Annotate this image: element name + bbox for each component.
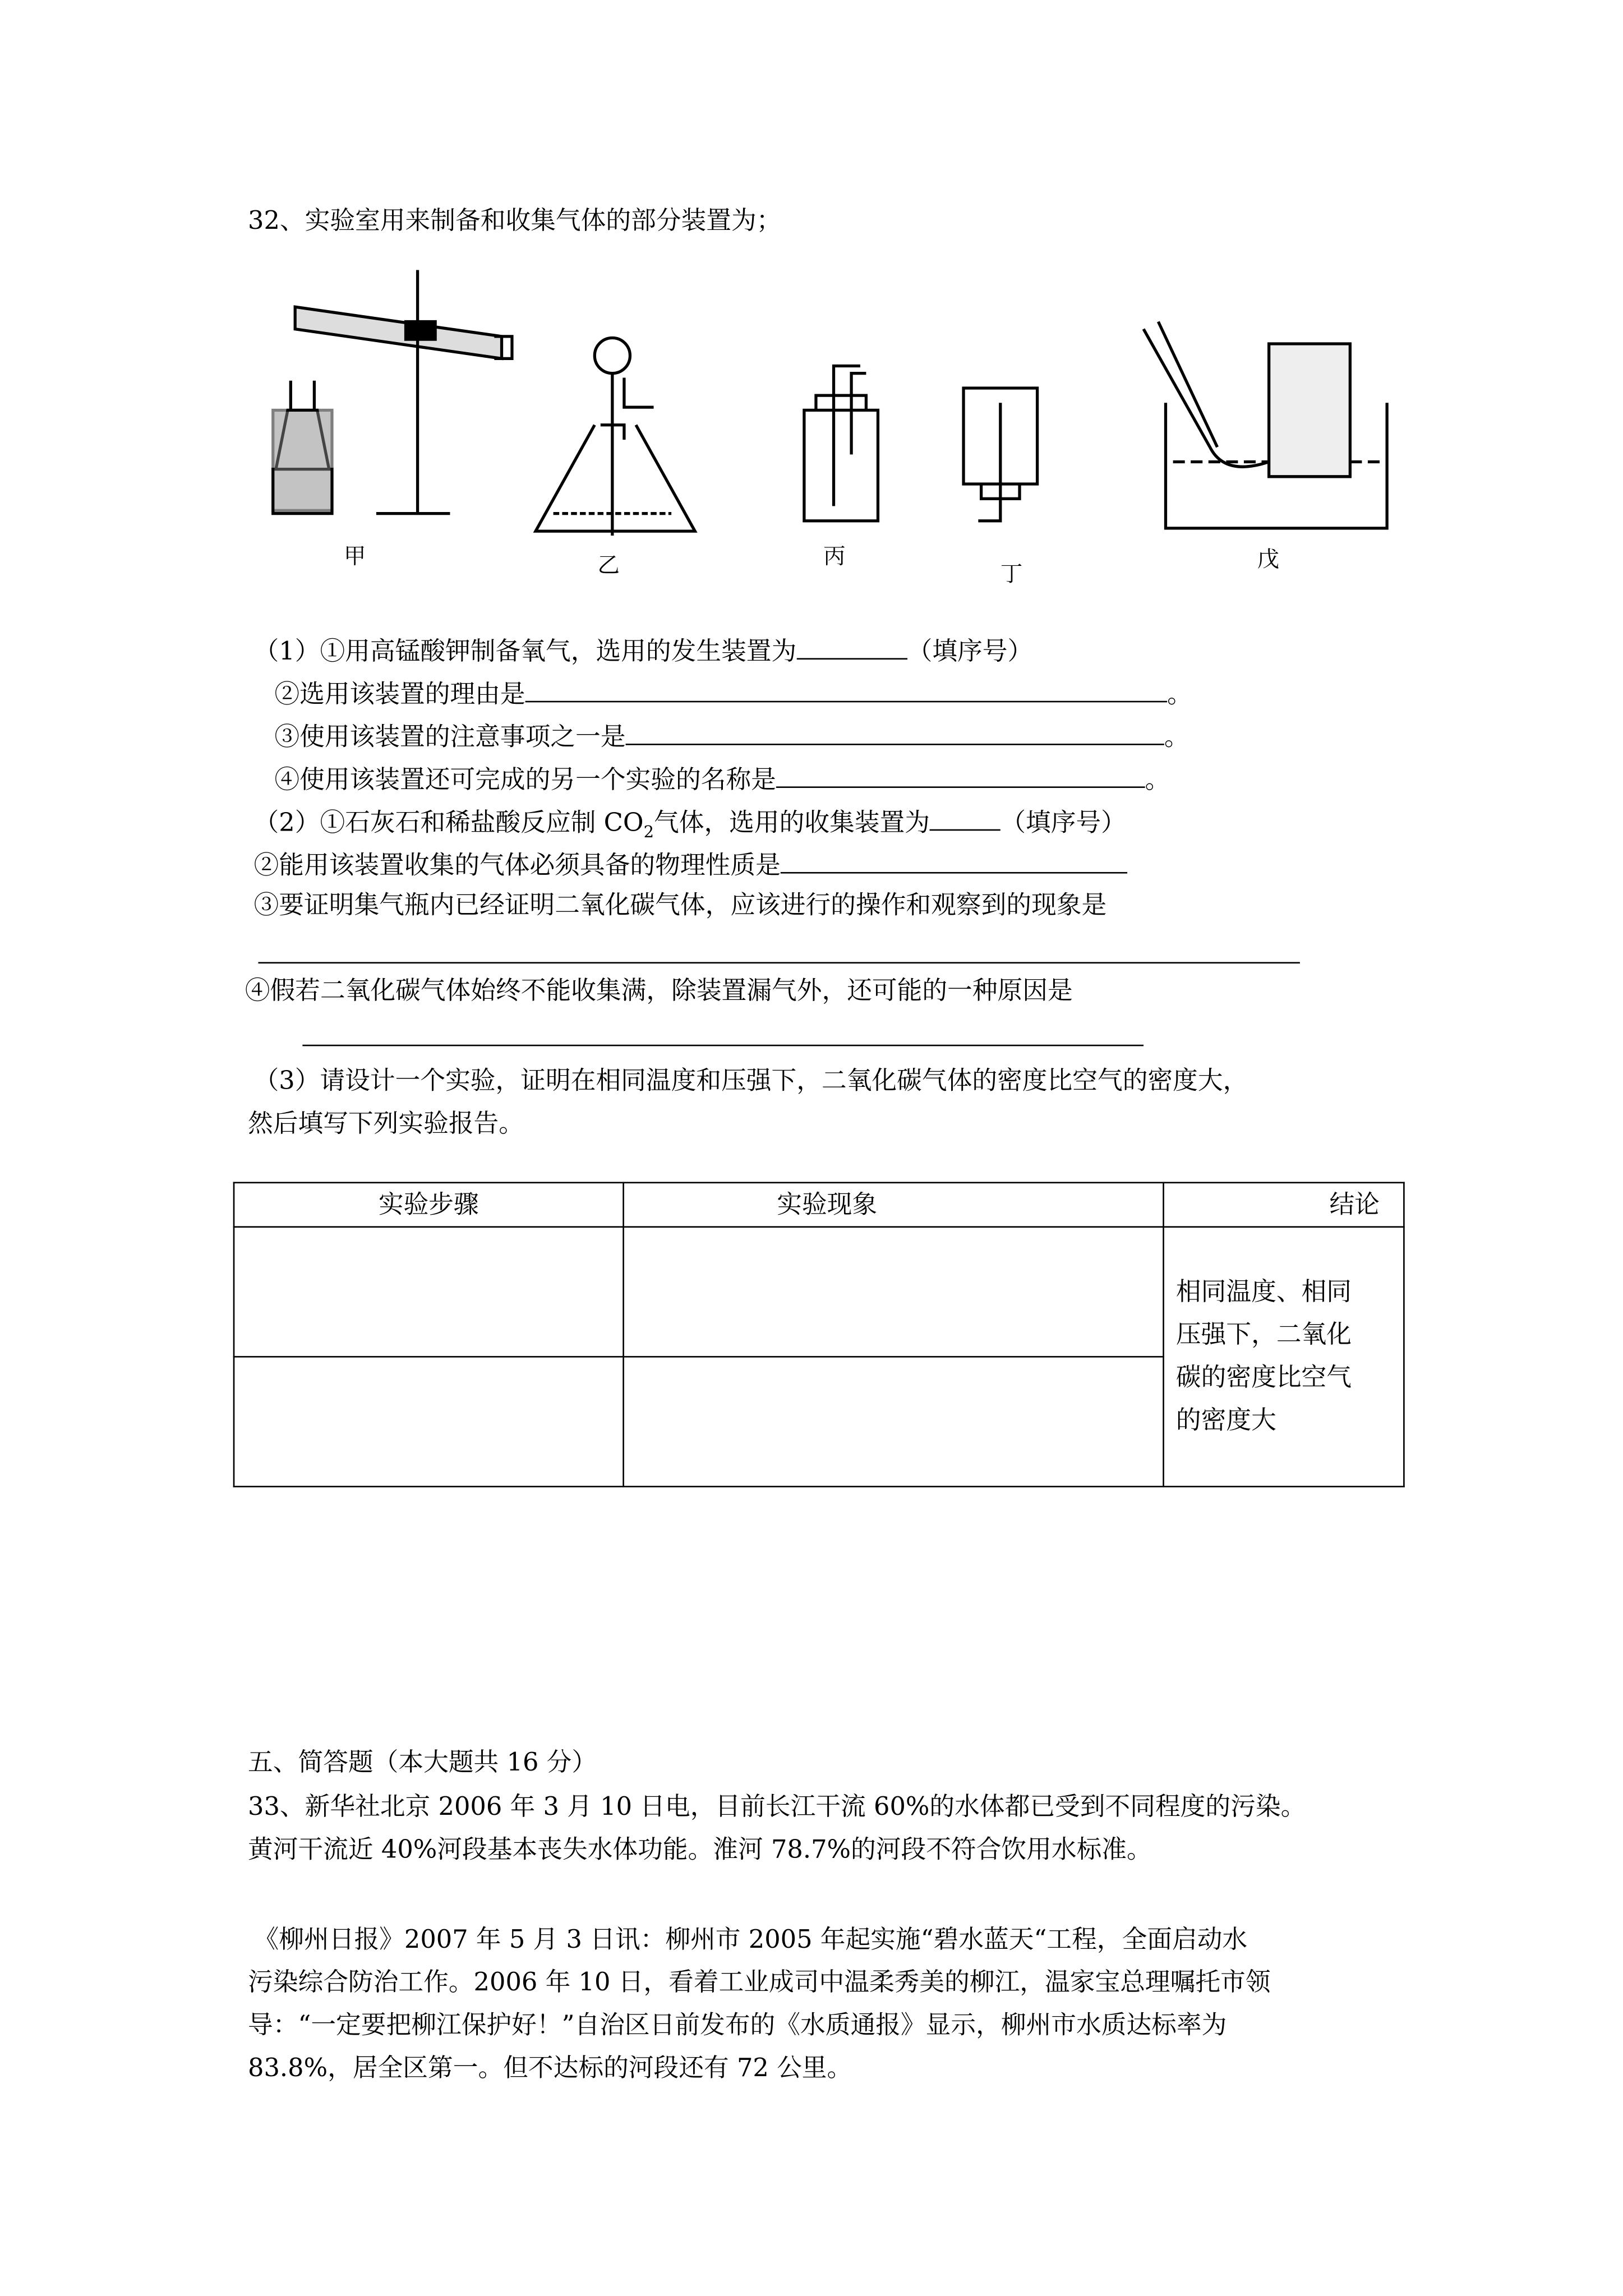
answer-blank[interactable] [776, 763, 1145, 788]
q2-3: ③要证明集气瓶内已经证明二氧化碳气体，应该进行的操作和观察到的现象是 [253, 891, 1107, 921]
q3-line1: （3）请设计一个实验，证明在相同温度和压强下，二氧化碳气体的密度比空气的密度大， [253, 1067, 1248, 1096]
label-bing: 丙 [823, 543, 846, 570]
section-5-title: 五、简答题（本大题共 16 分） [248, 1748, 597, 1778]
answer-blank[interactable] [781, 849, 1127, 874]
header-steps: 实验步骤 [234, 1183, 624, 1227]
conclusion-cell [1164, 1227, 1404, 1487]
label-yi: 乙 [597, 551, 620, 579]
header-conclusion: 结论 [1164, 1183, 1404, 1227]
conclusion-line: 相同温度、相同 [1175, 1277, 1352, 1307]
conclusion-line: 压强下，二氧化 [1175, 1320, 1352, 1350]
apparatus-bing-gas-bottle [804, 366, 878, 520]
q33-line: 黄河干流近 40%河段基本丧失水体功能。淮河 78.7%的河段不符合饮用水标准。 [248, 1835, 1152, 1865]
apparatus-yi-flask [536, 338, 695, 536]
q2-2: ②能用该装置收集的气体必须具备的物理性质是 [254, 849, 1128, 881]
q1-1: （1）①用高锰酸钾制备氧气，选用的发生装置为 （填序号） [254, 634, 1033, 667]
apparatus-figure [258, 262, 1409, 580]
header-phenomena: 实验现象 [624, 1183, 1164, 1227]
step-cell-1[interactable] [234, 1227, 624, 1357]
conclusion-line: 的密度大 [1175, 1405, 1276, 1435]
label-wu: 戊 [1257, 546, 1280, 573]
q2-4: ④假若二氧化碳气体始终不能收集满，除装置漏气外，还可能的一种原因是 [245, 976, 1073, 1007]
step-cell-2[interactable] [234, 1357, 624, 1487]
q1-3: ③使用该装置的注意事项之一是 。 [274, 720, 1189, 753]
phenomenon-cell-2[interactable] [624, 1357, 1164, 1487]
q1-2: ②选用该装置的理由是 。 [274, 677, 1192, 710]
q2-1: （2）①石灰石和稀盐酸反应制 $CO_2$气体，选用的收集装置为 （填序号） [254, 806, 1126, 848]
apparatus-ding-gas-bottle [963, 388, 1038, 521]
phenomenon-cell-1[interactable] [624, 1227, 1164, 1357]
answer-blank[interactable] [930, 806, 1000, 831]
apparatus-jia-heating-tube [273, 270, 512, 513]
answer-line[interactable] [302, 1045, 1144, 1046]
answer-blank[interactable] [525, 677, 1167, 703]
answer-line[interactable] [258, 962, 1299, 963]
apparatus-wu-water-trough [1144, 322, 1387, 528]
label-ding: 丁 [1000, 560, 1023, 588]
conclusion-line: 碳的密度比空气 [1175, 1362, 1352, 1393]
news-line: 污染综合防治工作。2006 年 10 日，看着工业成司中温柔秀美的柳江，温家宝总理嘱托市领 [248, 1968, 1271, 1998]
label-jia: 甲 [344, 543, 366, 570]
question-32-title: 32、实验室用来制备和收集气体的部分装置为； [248, 206, 782, 236]
news-line: 导：“一定要把柳江保护好！”自治区日前发布的《水质通报》显示，柳州市水质达标率为 [248, 2011, 1227, 2041]
q3-line2: 然后填写下列实验报告。 [248, 1109, 524, 1140]
experiment-report-table [233, 1182, 1405, 1487]
answer-blank[interactable] [796, 634, 907, 660]
q33-line: 33、新华社北京 2006 年 3 月 10 日电，目前长江干流 60%的水体都已受到不同程度的污染。 [248, 1792, 1306, 1823]
news-line: 《柳州日报》2007 年 5 月 3 日讯：柳州市 2005 年起实施“碧水蓝天“工程，全面启动水 [253, 1925, 1248, 1956]
answer-blank[interactable] [626, 720, 1164, 745]
news-line: 83.8%，居全区第一。但不达标的河段还有 72 公里。 [248, 2054, 852, 2083]
q1-4: ④使用该装置还可完成的另一个实验的名称是 。 [274, 763, 1170, 795]
